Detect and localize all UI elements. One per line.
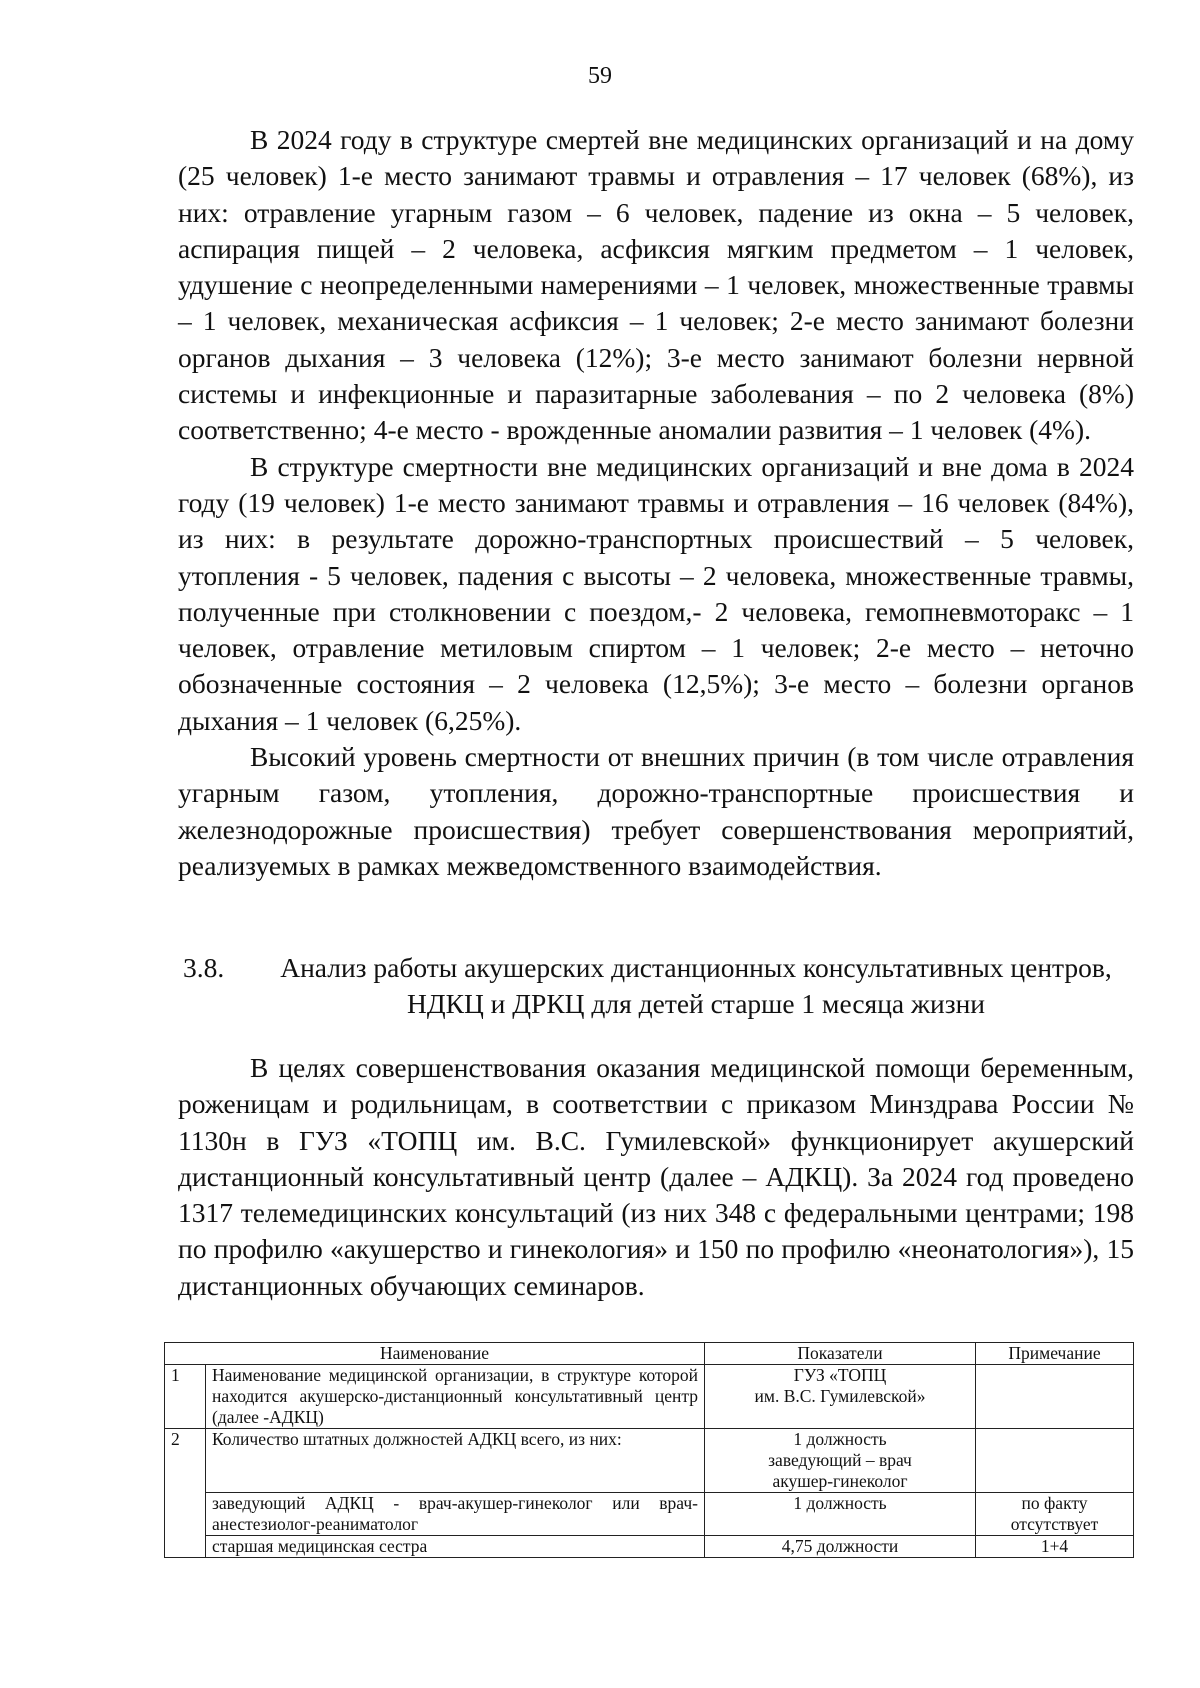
row-name: Наименование медицинской организации, в структуре которой находится акушерско-дистанционный консультативный центр (далее -АДКЦ) bbox=[206, 1365, 705, 1429]
adkc-table bbox=[164, 1342, 1134, 1558]
paragraph-deaths-at-home: В 2024 году в структуре смертей вне медицинских организаций и на дому (25 человек) 1-е место занимают травмы и отравления – 17 человек (68%), из них: отравление угарным газом – 6 человек, падение из окна – 5 человек, аспирация пищей – 2 человека, асфиксия мягким предметом – 1 человек, удушение с неопределенными намерениями – 1 человек, множественные травмы – 1 человек, механическая асфиксия – 1 человек; 2-е место занимают болезни органов дыхания – 3 человека (12%); 3-е место занимают болезни нервной системы и инфекционные и паразитарные заболевания – по 2 человека (8%) соответственно; 4-е место - врожденные аномалии развития – 1 человек (4%). bbox=[178, 124, 1134, 446]
table-header-row bbox=[165, 1343, 1134, 1365]
header-name: Наименование bbox=[165, 1343, 705, 1365]
row-value: 4,75 должности bbox=[705, 1536, 976, 1558]
paragraph-external-causes: Высокий уровень смертности от внешних причин (в том числе отравления угарным газом, утопления, дорожно-транспортные происшествия и железнодорожные происшествия) требует совершенствования мероприятий, реализуемых в рамках межведомственного взаимодействия. bbox=[178, 741, 1134, 881]
intro-text bbox=[178, 1050, 1134, 1304]
row-number: 1 bbox=[165, 1365, 206, 1429]
row-note bbox=[976, 1493, 1134, 1536]
paragraph-deaths-outside: В структуре смертности вне медицинских организаций и вне дома в 2024 году (19 человек) 1-е место занимают травмы и отравления – 16 человек (84%), из них: в результате дорожно-транспортных происшествий – 5 человек, утопления - 5 человек, падения с высоты – 2 человека, множественные травмы, полученные при столкновении с поездом,- 2 человека, гемопневмоторакс – 1 человек, отравление метиловым спиртом – 1 человек; 2-е место – неточно обозначенные состояния – 2 человека (12,5%); 3-е место – болезни органов дыхания – 1 человек (6,25%). bbox=[178, 450, 1134, 736]
row-note bbox=[976, 1365, 1134, 1429]
row-note: 1+4 bbox=[976, 1536, 1134, 1558]
row-value-line: ГУЗ «ТОПЦ bbox=[793, 1365, 887, 1385]
section-title-line: Анализ работы акушерских дистанционных консультативных центров, bbox=[280, 952, 1112, 983]
body-text bbox=[178, 122, 1134, 884]
row-value: 1 должность bbox=[705, 1493, 976, 1536]
paragraph-adkc: В целях совершенствования оказания медицинской помощи беременным, роженицам и родильницам, в соответствии с приказом Минздрава России № 1130н в ГУЗ «ТОПЦ им. В.С. Гумилевской» функционирует акушерский дистанционный консультативный центр (далее – АДКЦ). За 2024 год проведено 1317 телемедицинских консультаций (из них 348 с федеральными центрами; 198 по профилю «акушерство и гинекология» и 150 по профилю «неонатология»), 15 дистанционных обучающих семинаров. bbox=[178, 1052, 1134, 1301]
row-value-line: им. В.С. Гумилевской» bbox=[754, 1386, 926, 1406]
row-note-line: по факту bbox=[1021, 1493, 1088, 1513]
row-note bbox=[976, 1429, 1134, 1493]
section-title bbox=[258, 950, 1134, 1022]
table-row bbox=[165, 1429, 1134, 1493]
row-note-line: отсутствует bbox=[1010, 1514, 1099, 1534]
row-value-line: 1 должность bbox=[793, 1429, 887, 1449]
row-value bbox=[705, 1429, 976, 1493]
row-name: Количество штатных должностей АДКЦ всего, из них: bbox=[206, 1429, 705, 1493]
header-indicators: Показатели bbox=[705, 1343, 976, 1365]
row-number: 2 bbox=[165, 1429, 206, 1558]
table-row bbox=[165, 1493, 1134, 1536]
section-number: 3.8. bbox=[183, 952, 225, 983]
row-value-line: акушер-гинеколог bbox=[772, 1471, 908, 1491]
section-title-line: НДКЦ и ДРКЦ для детей старше 1 месяца жизни bbox=[406, 988, 986, 1019]
section-heading bbox=[178, 950, 1134, 1022]
page-number: 59 bbox=[588, 63, 612, 89]
row-value-line: заведующий – врач bbox=[768, 1450, 912, 1470]
row-name: старшая медицинская сестра bbox=[206, 1536, 705, 1558]
table-row bbox=[165, 1365, 1134, 1429]
header-note: Примечание bbox=[976, 1343, 1134, 1365]
row-value bbox=[705, 1365, 976, 1429]
row-name: заведующий АДКЦ - врач-акушер-гинеколог или врач-анестезиолог-реаниматолог bbox=[206, 1493, 705, 1536]
table-row bbox=[165, 1536, 1134, 1558]
